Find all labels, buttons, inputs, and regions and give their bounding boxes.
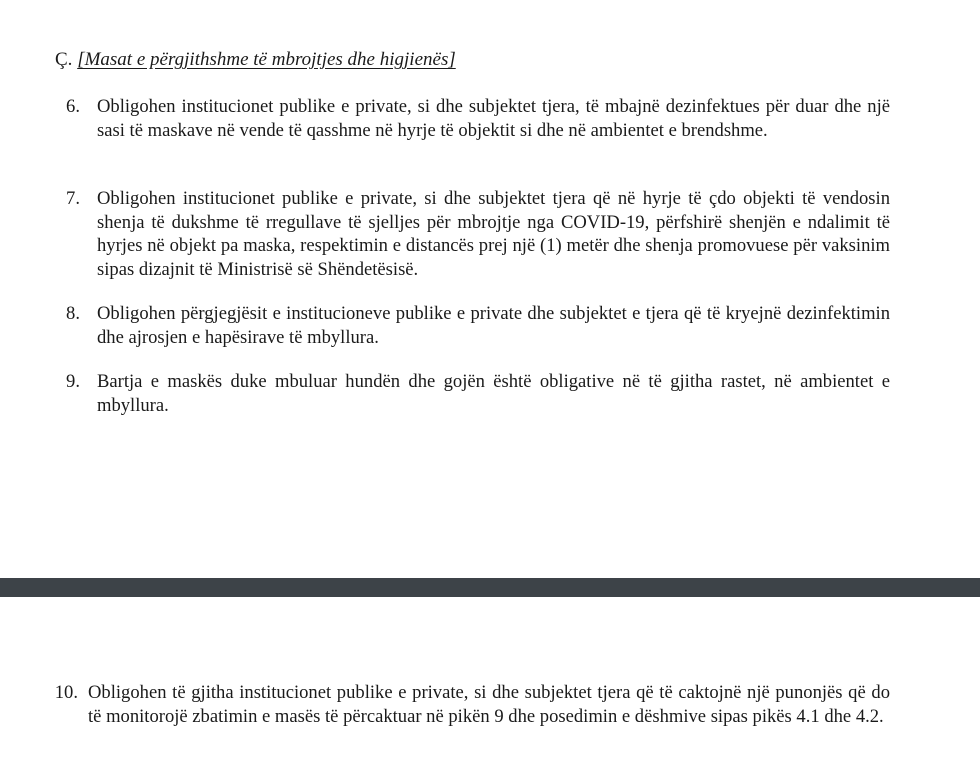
item-number: 6. — [66, 96, 80, 117]
page-break-divider — [0, 578, 980, 597]
section-title: [Masat e përgjithshme të mbrojtjes dhe higjienës] — [77, 49, 456, 70]
list-item-9 — [40, 370, 890, 417]
document-page-lower — [0, 597, 980, 777]
section-heading — [55, 48, 456, 72]
item-text: Obligohen institucionet publike e private, si dhe subjektet tjera, të mbajnë dezinfektues për duar dhe një sasi të maskave në vende të qasshme në hyrje të objektit si dhe në ambientet e brendshme. — [97, 96, 890, 141]
item-text: Obligohen përgjegjësit e institucioneve publike e private dhe subjektet e tjera që të kryejnë dezinfektimin dhe ajrosjen e hapësirave të mbyllura. — [97, 303, 890, 348]
item-text: Bartja e maskës duke mbuluar hundën dhe gojën është obligative në të gjitha rastet, në ambientet e mbyllura. — [97, 371, 890, 416]
item-number: 7. — [66, 188, 80, 209]
list-item-7 — [40, 187, 890, 281]
item-number: 8. — [66, 303, 80, 324]
item-number: 9. — [66, 371, 80, 392]
item-number: 10. — [54, 682, 78, 703]
list-item-8 — [40, 302, 890, 349]
list-item-6 — [40, 95, 890, 142]
item-text: Obligohen institucionet publike e private, si dhe subjektet tjera që në hyrje të çdo objekti të vendosin shenja të dukshme të rregullave të sjelljes për mbrojtje nga COVID-19, përfshirë shenjën e ndalimit të hyrjes në objekt pa maska, respektimin e distancës prej një (1) metër dhe shenja promovuese për vaksinim sipas dizajnit të Ministrisë së Shëndetësisë. — [97, 188, 890, 280]
list-item-10 — [30, 681, 890, 728]
item-text: Obligohen të gjitha institucionet publike e private, si dhe subjektet tjera që të caktojnë një punonjës që do të monitorojë zbatimin e masës të përcaktuar në pikën 9 dhe posedimin e dëshmive sipas pikës 4.1 dhe 4.2. — [88, 682, 890, 727]
section-letter: Ç. — [55, 49, 73, 70]
